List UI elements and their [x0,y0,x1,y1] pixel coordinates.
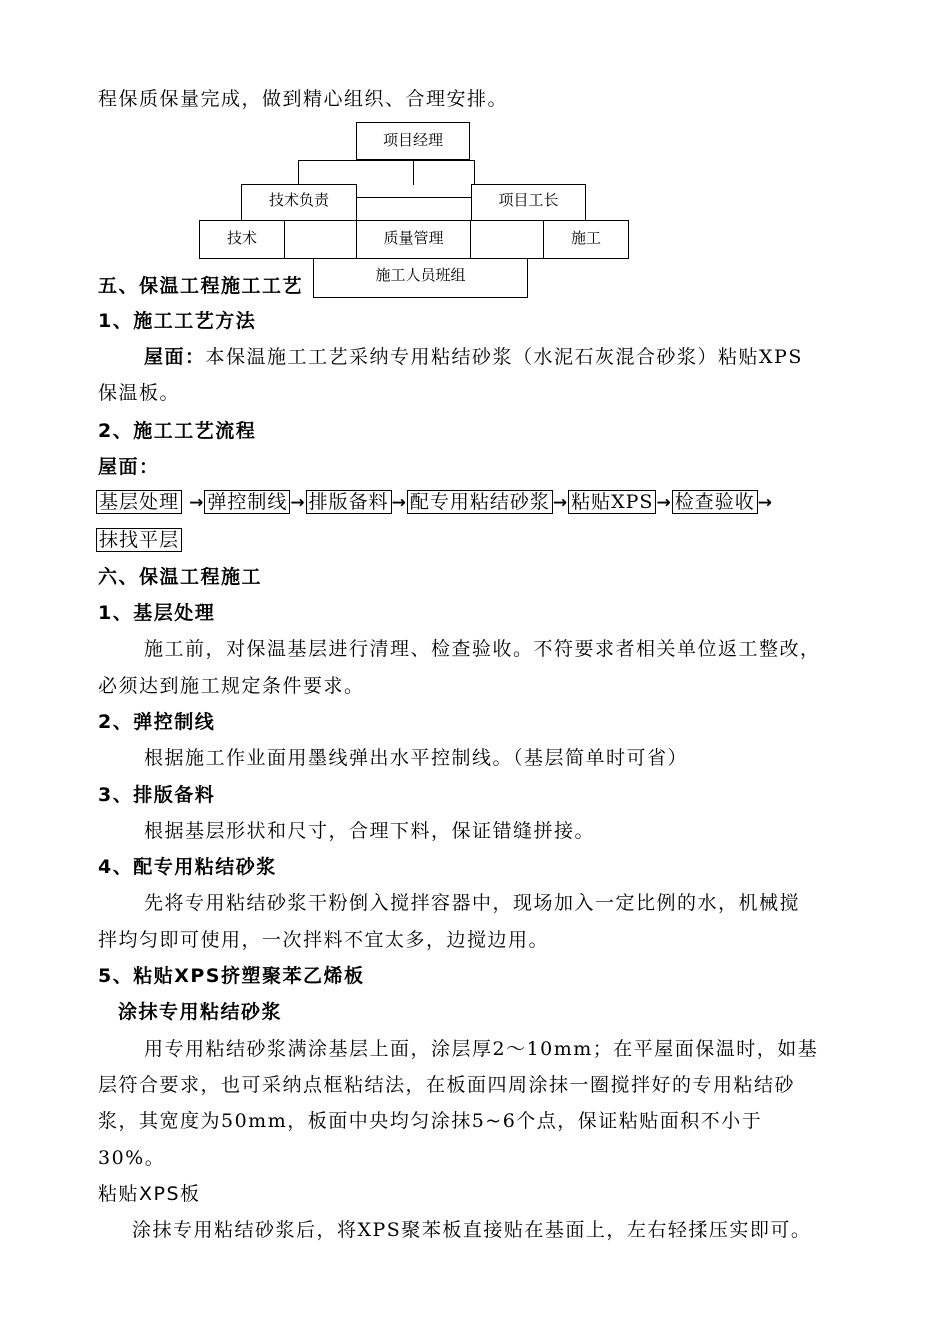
flow-step-layout: 排版备料 [306,490,392,514]
section6-s5-p2: 涂抹专用粘结砂浆后，将XPS聚苯板直接贴在基面上，左右轻揉压实即可。 [132,1219,812,1241]
flow-step-inspection: 检查验收 [672,490,758,514]
org-quality-box [356,220,471,259]
section6-s5-p1-cont: 层符合要求，也可采纳点框粘结法，在板面四周涂抹一圈搅拌好的专用粘结砂 [98,1074,796,1096]
section5-sub1-title: 1、施工工艺方法 [98,310,257,332]
section6-s5-p1-cont: 30%。 [98,1147,166,1169]
flow-arrow-icon: → [757,493,773,513]
section6-s2-title: 2、弹控制线 [98,711,216,733]
flow-arrow-icon: → [290,493,306,513]
org-tech-lead-box [241,184,357,221]
section5-sub1-paragraph [144,344,803,370]
connector [413,160,414,185]
section5-sub1-text-cont: 保温板。 [98,382,181,404]
flow-arrow-icon: → [552,493,569,513]
flow-step-control-line: 弹控制线 [204,490,290,514]
flow-step-mortar: 配专用粘结砂浆 [407,490,553,514]
org-tech-label: 技术 [226,229,257,247]
section5-title: 五、保温工程施工工艺 [98,275,304,297]
flow-step-paste-xps: 粘贴XPS [568,490,656,514]
flow-arrow-icon: → [189,493,205,513]
section6-s2-text: 根据施工作业面用墨线弹出水平控制线。（基层简单时可省） [144,747,689,769]
org-foreman-label: 项目工长 [498,191,559,209]
section6-s3-title: 3、排版备料 [98,784,216,806]
section6-s5-sub1: 涂抹专用粘结砂浆 [118,1001,283,1023]
connector [298,160,474,161]
section6-s1-text: 施工前，对保温基层进行清理、检查验收。不符要求者相关单位返工整改， [144,638,821,660]
section6-s5-p1-cont: 浆，其宽度为50mm，板面中央均匀涂抹5~6个点，保证粘贴面积不小于 [98,1110,763,1132]
flow-step-leveling: 抹找平层 [96,528,182,552]
org-quality-label: 质量管理 [383,229,444,247]
org-tech-box [199,220,285,259]
org-tech-lead-label: 技术负责 [268,191,329,209]
org-manager-label: 项目经理 [382,131,443,149]
connector [298,160,299,185]
org-link-box [470,220,544,259]
section5-sub2-label: 屋面： [98,456,160,478]
org-manager-box [356,122,470,160]
org-crew-box [313,258,528,298]
flow-arrow-icon: → [391,493,407,513]
section5-sub1-text: 本保温施工工艺采纳专用粘结砂浆（水泥石灰混合砂浆）粘贴XPS [205,346,803,368]
section6-s5-title: 5、粘贴XPS挤塑聚苯乙烯板 [98,965,365,987]
org-foreman-box [471,184,586,221]
section6-s4-text-cont: 拌均匀即可使用，一次拌料不宜太多，边搅边用。 [98,929,550,951]
org-crew-label: 施工人员班组 [375,266,466,284]
org-construction-label: 施工 [570,229,601,247]
process-flow-cont [96,527,182,553]
org-link-box [356,197,472,221]
section6-s5-sub2: 粘贴XPS板 [98,1183,201,1205]
section5-sub1-label: 屋面： [144,346,206,368]
intro-text: 程保质保量完成，做到精心组织、合理安排。 [98,88,509,110]
section6-s4-text: 先将专用粘结砂浆干粉倒入搅拌容器中，现场加入一定比例的水，机械搅 [144,892,801,914]
section6-s4-title: 4、配专用粘结砂浆 [98,856,277,878]
org-link-box [284,220,357,259]
flow-step-base-treatment: 基层处理 [96,490,182,514]
connector [474,160,475,185]
flow-arrow-icon: → [656,493,672,513]
section5-sub2-title: 2、施工工艺流程 [98,420,257,442]
org-construction-box [543,220,629,259]
section6-s3-text: 根据基层形状和尺寸，合理下料，保证错缝拼接。 [144,820,596,842]
section6-s1-title: 1、基层处理 [98,602,216,624]
process-flow [96,489,773,516]
section6-s1-text-cont: 必须达到施工规定条件要求。 [98,675,365,697]
section6-s5-p1: 用专用粘结砂浆满涂基层上面，涂层厚2～10mm；在平屋面保温时，如基 [144,1038,819,1060]
section6-title: 六、保温工程施工 [98,566,263,588]
